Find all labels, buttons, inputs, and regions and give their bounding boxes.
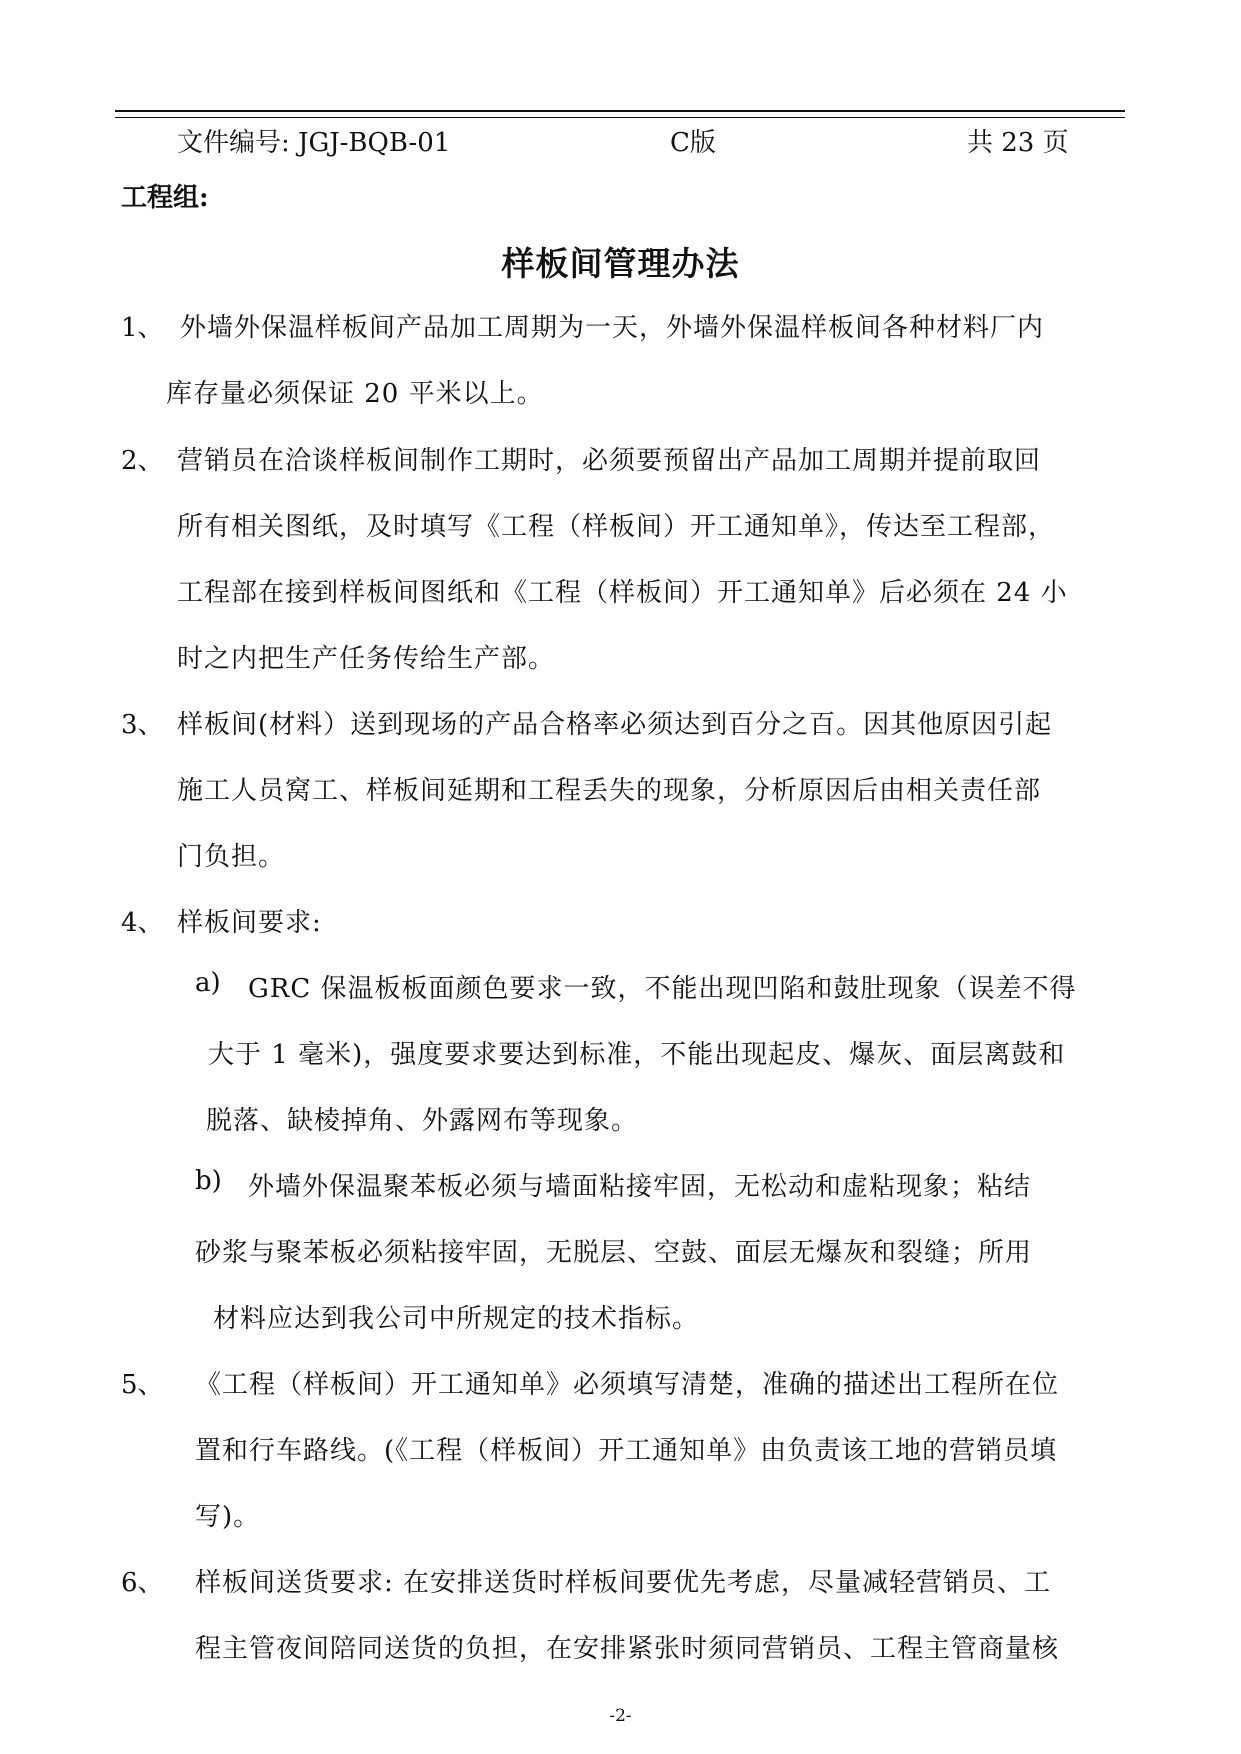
item-line: GRC 保温板板面颜色要求一致，不能出现凹陷和鼓肚现象（误差不得 [248, 974, 1077, 1004]
item-line: 写)。 [195, 1502, 261, 1532]
header-rule-top [115, 110, 1125, 112]
item-number: 4、 [121, 908, 164, 938]
header-rule-bottom [115, 117, 1125, 118]
item-line: 样板间要求: [177, 908, 322, 938]
item-line: 施工人员窝工、样板间延期和工程丢失的现象，分析原因后由相关责任部 [177, 776, 1042, 806]
item-line: 营销员在洽谈样板间制作工期时，必须要预留出产品加工周期并提前取回 [177, 446, 1042, 476]
item-number: 5、 [121, 1370, 164, 1400]
item-line: 脱落、缺棱掉角、外露网布等现象。 [206, 1106, 639, 1136]
item-line: 所有相关图纸，及时填写《工程（样板间）开工通知单》，传达至工程部， [177, 512, 1056, 542]
item-number: b) [195, 1166, 222, 1196]
item-line: 程主管夜间陪同送货的负担，在安排紧张时须同营销员、工程主管商量核 [195, 1634, 1060, 1664]
item-line: 《工程（样板间）开工通知单》必须填写清楚，准确的描述出工程所在位 [195, 1370, 1060, 1400]
item-line: 库存量必须保证 20 平米以上。 [166, 379, 544, 409]
page-number: -2- [609, 1706, 632, 1726]
item-line: 时之内把生产任务传给生产部。 [177, 644, 556, 674]
item-number: 2、 [121, 446, 164, 476]
item-line: 外墙外保温聚苯板必须与墙面粘接牢固，无松动和虚粘现象；粘结 [248, 1172, 1032, 1202]
item-line: 外墙外保温样板间产品加工周期为一天，外墙外保温样板间各种材料厂内 [180, 313, 1045, 343]
item-line: 工程部在接到样板间图纸和《工程（样板间）开工通知单》后必须在 24 小 [177, 578, 1068, 608]
item-number: 3、 [121, 710, 164, 740]
version-label: C版 [670, 128, 716, 158]
item-line: 材料应达到我公司中所规定的技术指标。 [213, 1304, 700, 1334]
item-number: 6、 [121, 1568, 164, 1598]
item-line: 样板间(材料）送到现场的产品合格率必须达到百分之百。因其他原因引起 [177, 710, 1053, 740]
item-number: 1、 [121, 313, 164, 343]
page-title: 样板间管理办法 [501, 244, 740, 283]
item-line: 样板间送货要求: 在安排送货时样板间要优先考虑，尽量减轻营销员、工 [195, 1568, 1052, 1598]
item-line: 大于 1 毫米)，强度要求要达到标准，不能出现起皮、爆灰、面层离鼓和 [208, 1040, 1066, 1070]
item-line: 砂浆与聚苯板必须粘接牢固，无脱层、空鼓、面层无爆灰和裂缝；所用 [195, 1238, 1033, 1268]
item-line: 置和行车路线。(《工程（样板间）开工通知单》由负责该工地的营销员填 [195, 1436, 1058, 1466]
page-count: 共 23 页 [967, 128, 1069, 158]
file-number: 文件编号: JGJ-BQB-01 [177, 128, 451, 158]
section-label: 工程组: [121, 183, 209, 213]
item-number: a) [195, 968, 221, 998]
item-line: 门负担。 [177, 842, 286, 872]
